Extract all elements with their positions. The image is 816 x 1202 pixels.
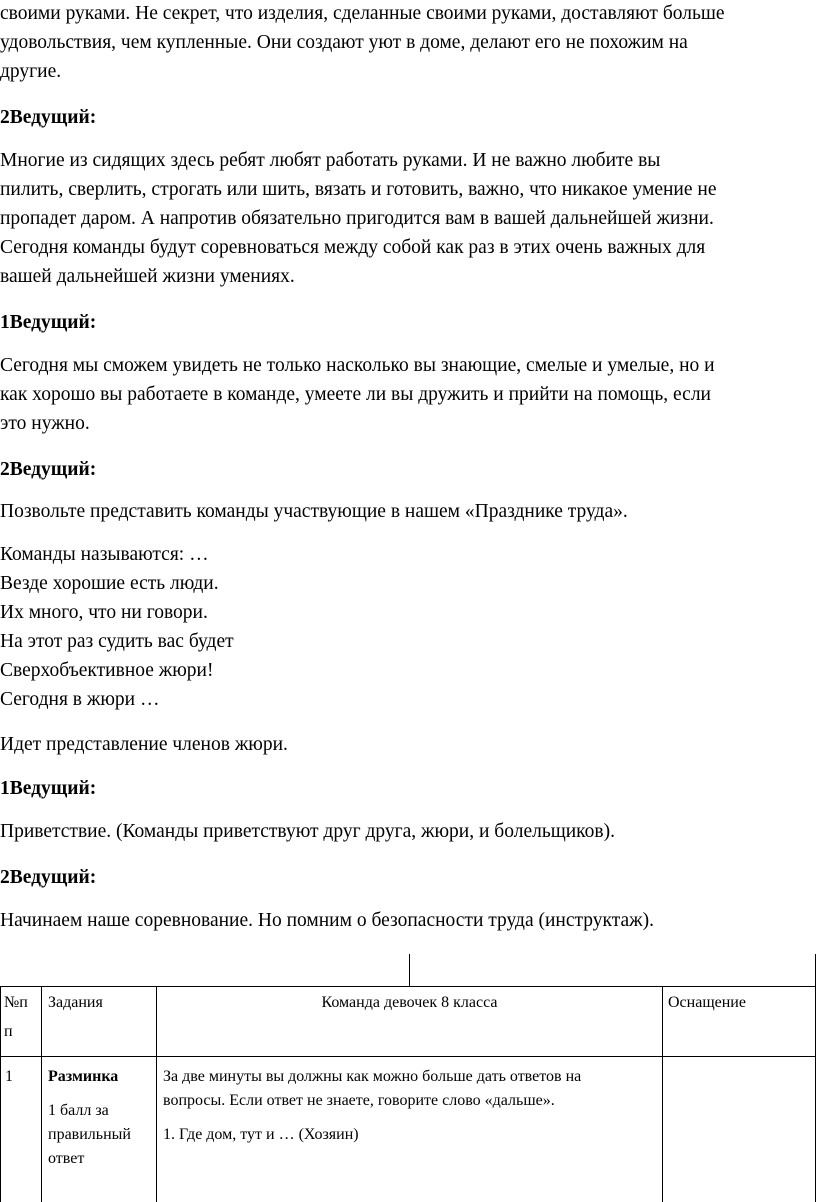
table-divider [409, 954, 410, 986]
poem-line: Сегодня в жюри … [0, 689, 160, 710]
poem-line: Команды называются: … [0, 544, 209, 565]
paragraph-line: пропадет даром. А напротив обязательно пригодится вам в вашей дальнейшей жизни. [0, 208, 714, 229]
speaker-heading: 2Ведущий: [0, 867, 97, 888]
header-task: Задания [48, 994, 103, 1011]
table-rule [0, 986, 816, 987]
header-equipment: Оснащение [668, 994, 746, 1011]
task-title: Разминка [48, 1068, 119, 1085]
row-task [48, 1065, 131, 1171]
paragraph-line: Сегодня мы сможем увидеть не только насколько вы знающие, смелые и умелые, но и [0, 355, 715, 376]
task-desc-line: 1 балл за [48, 1102, 109, 1119]
poem-line: На этот раз судить вас будет [0, 631, 234, 652]
table-rule [0, 1056, 816, 1057]
speaker-heading: 2Ведущий: [0, 459, 97, 480]
paragraph-line: другие. [0, 61, 62, 82]
paragraph-line: Позвольте представить команды участвующие в нашем «Празднике труда». [0, 501, 628, 522]
row-num: 1 [5, 1068, 13, 1085]
paragraph-line: вашей дальнейшей жизни умениях. [0, 266, 295, 287]
row-team [163, 1065, 581, 1147]
table-divider [662, 986, 663, 1202]
header-num-line: №п [4, 994, 28, 1011]
paragraph-line: Приветствие. (Команды приветствуют друг друга, жюри, и болельщиков). [0, 821, 615, 842]
paragraph-line: пилить, сверлить, строгать или шить, вязать и готовить, важно, что никакое умение не [0, 179, 717, 200]
header-team: Команда девочек 8 класса [321, 994, 498, 1011]
table-divider [0, 986, 1, 1202]
poem-line: Их много, что ни говори. [0, 602, 208, 623]
table-divider [156, 986, 157, 1202]
task-desc-line: ответ [48, 1150, 85, 1167]
task-desc-line: правильный [48, 1126, 131, 1143]
table-divider [41, 986, 42, 1202]
paragraph-line: как хорошо вы работаете в команде, умеете ли вы дружить и прийти на помощь, если [0, 384, 711, 405]
paragraph-line: Начинаем наше соревнование. Но помним о безопасности труда (инструктаж). [0, 910, 654, 931]
paragraph-line: Многие из сидящих здесь ребят любят работать руками. И не важно любите вы [0, 150, 661, 171]
poem-line: Сверхобъективное жюри! [0, 660, 214, 681]
header-num-line: п [4, 1023, 13, 1040]
paragraph-line: удовольствия, чем купленные. Они создают уют в доме, делают его не похожим на [0, 32, 688, 53]
speaker-heading: 1Ведущий: [0, 312, 97, 333]
speaker-heading: 2Ведущий: [0, 107, 97, 128]
team-text-line: За две минуты вы должны как можно больше дать ответов на [163, 1068, 582, 1085]
paragraph-line: своими руками. Не секрет, что изделия, сделанные своими руками, доставляют больше [0, 3, 725, 24]
poem-line: Везде хорошие есть люди. [0, 573, 219, 594]
speaker-heading: 1Ведущий: [0, 778, 97, 799]
header-num [4, 991, 28, 1044]
tasks-table [0, 954, 816, 1202]
paragraph-line: Идет представление членов жюри. [0, 734, 288, 755]
paragraph-line: это нужно. [0, 413, 90, 434]
team-text-line: 1. Где дом, тут и … (Хозяин) [163, 1126, 359, 1143]
paragraph-line: Сегодня команды будут соревноваться между собой как раз в этих очень важных для [0, 237, 706, 258]
team-text-line: вопросы. Если ответ не знаете, говорите слово «дальше». [163, 1092, 555, 1109]
